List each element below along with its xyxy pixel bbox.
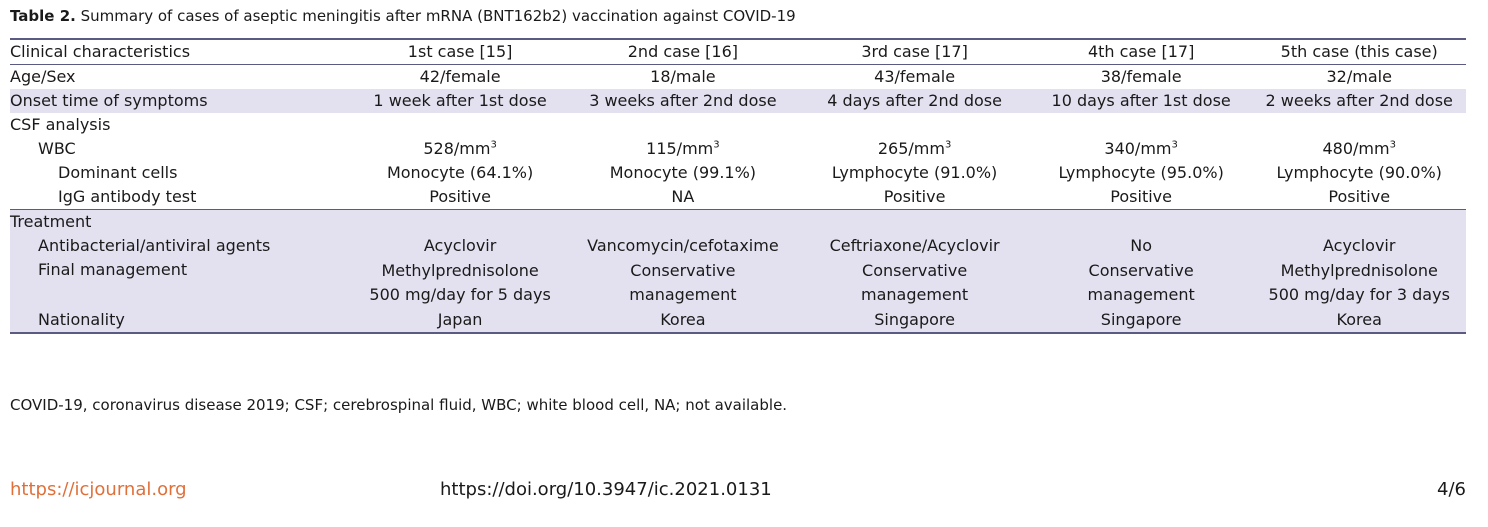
cases-table — [10, 38, 1466, 334]
table-cell: Japan — [354, 308, 567, 333]
table-row — [10, 113, 1466, 137]
table-cell: Conservative management — [1030, 258, 1253, 308]
table-cell: $115/mm^3$ — [646, 139, 720, 158]
table-cell: Lymphocyte (95.0%) — [1058, 163, 1224, 182]
header-cell: 4th case [17] — [1087, 42, 1195, 61]
table-cell: 1 week after 1st dose — [354, 89, 567, 113]
table-row — [10, 185, 1466, 210]
table-cell: Acyclovir — [1252, 234, 1466, 258]
table-cell: Singapore — [799, 308, 1029, 333]
table-cell: 4 days after 2nd dose — [799, 89, 1029, 113]
row-label: IgG antibody test — [58, 187, 197, 206]
table-cell: Positive — [1110, 187, 1172, 206]
table-cell: Acyclovir — [354, 234, 567, 258]
table-caption-label: Table 2. — [10, 7, 76, 25]
table-row — [10, 234, 1466, 258]
table-caption-text: Summary of cases of aseptic meningitis after mRNA (BNT162b2) vaccination against COVID-19 — [80, 7, 796, 25]
table-cell: 32/male — [1326, 67, 1392, 86]
section-label-csf: CSF analysis — [10, 115, 111, 134]
row-label: Final management — [10, 258, 354, 308]
table-cell: Lymphocyte (91.0%) — [831, 163, 998, 182]
table-row — [10, 210, 1466, 235]
table-cell: Conservative management — [566, 258, 799, 308]
row-label: Onset time of symptoms — [10, 89, 354, 113]
table-row — [10, 137, 1466, 161]
table-cell: Positive — [1328, 187, 1391, 206]
table-caption — [10, 6, 796, 26]
table-cell: Positive — [429, 187, 491, 206]
row-label: Nationality — [10, 308, 354, 333]
table-cell: Methylprednisolone 500 mg/day for 5 days — [354, 258, 567, 308]
table-cell: Korea — [566, 308, 799, 333]
journal-link[interactable]: https://icjournal.org — [10, 479, 187, 500]
header-cell: Clinical characteristics — [10, 42, 191, 61]
table-cell: NA — [671, 187, 695, 206]
table-row — [10, 161, 1466, 185]
header-cell: 1st case [15] — [407, 42, 513, 61]
table-cell: Singapore — [1030, 308, 1253, 333]
table-footnote: COVID-19, coronavirus disease 2019; CSF; cerebrospinal fluid, WBC; white blood cell, NA; not available. — [10, 396, 788, 414]
table-cell: 2 weeks after 2nd dose — [1252, 89, 1466, 113]
table-cell: $480/mm^3$ — [1322, 139, 1396, 158]
table-row — [10, 89, 1466, 113]
row-label: WBC — [38, 139, 76, 158]
doi-link[interactable]: https://doi.org/10.3947/ic.2021.0131 — [440, 479, 772, 500]
table-cell: Korea — [1252, 308, 1466, 333]
table-cell: 3 weeks after 2nd dose — [566, 89, 799, 113]
table-cell: No — [1030, 234, 1253, 258]
table-cell: Ceftriaxone/Acyclovir — [799, 234, 1029, 258]
table-cell: $265/mm^3$ — [877, 139, 952, 158]
table-cell: 18/male — [650, 67, 716, 86]
table-cell: Conservative management — [799, 258, 1029, 308]
table-row — [10, 258, 1466, 308]
table-row — [10, 308, 1466, 333]
table-row — [10, 65, 1466, 90]
header-cell: 3rd case [17] — [861, 42, 968, 61]
table-cell: 42/female — [419, 67, 501, 86]
table-header-row — [10, 39, 1466, 65]
page-number: 4/6 — [1437, 479, 1466, 500]
table-cell: Monocyte (99.1%) — [609, 163, 757, 182]
table-cell: Methylprednisolone 500 mg/day for 3 days — [1252, 258, 1466, 308]
header-cell: 5th case (this case) — [1280, 42, 1438, 61]
row-label: Dominant cells — [58, 163, 178, 182]
section-label-treatment: Treatment — [10, 210, 354, 235]
table-cell: Lymphocyte (90.0%) — [1276, 163, 1442, 182]
table-cell: 38/female — [1100, 67, 1182, 86]
table-cell: $340/mm^3$ — [1104, 139, 1178, 158]
header-cell: 2nd case [16] — [627, 42, 739, 61]
row-label: Antibacterial/antiviral agents — [10, 234, 354, 258]
table-cell: Vancomycin/cefotaxime — [566, 234, 799, 258]
table-cell: Monocyte (64.1%) — [386, 163, 534, 182]
table-cell: 43/female — [874, 67, 956, 86]
table-cell: 10 days after 1st dose — [1030, 89, 1253, 113]
table-cell: Positive — [883, 187, 946, 206]
table-cell: $528/mm^3$ — [423, 139, 497, 158]
row-label: Age/Sex — [10, 67, 76, 86]
